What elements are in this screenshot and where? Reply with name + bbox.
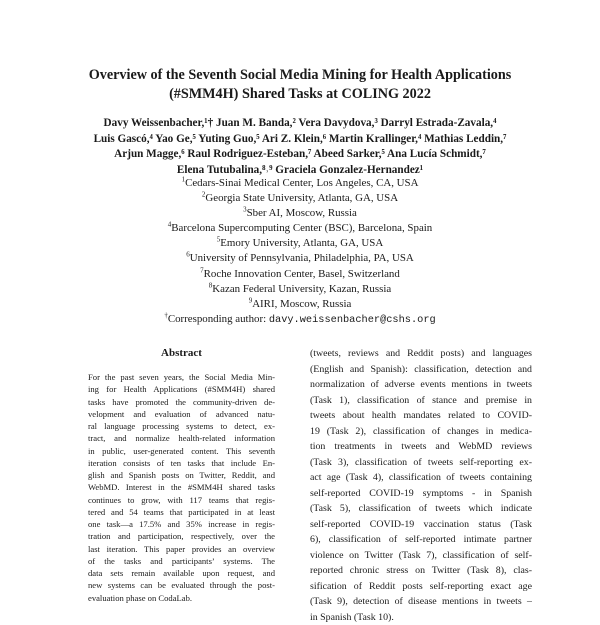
- abstract-line: tration and participation, respectively, over the: [88, 530, 275, 542]
- body-line: normalization of adverse events mentions in tweets: [310, 377, 532, 393]
- body-line: sification of Reddit posts self-reporting exact age: [310, 579, 532, 595]
- abstract-line: continues to grow, with 117 teams that regis-: [88, 494, 275, 506]
- body-line: tion treatments in tweets and WebMD reviews: [310, 439, 532, 455]
- affiliation: $^2$Georgia State University, Atlanta, GA, USA: [40, 191, 560, 206]
- abstract-line: data sets remain available upon request, and: [88, 567, 275, 579]
- abstract-line: velopment and evaluation of advanced natu-: [88, 408, 275, 420]
- body-line: (Task 5), classification of tweets which indicate: [310, 501, 532, 517]
- affiliation: $^4$Barcelona Supercomputing Center (BSC), Barcelona, Spain: [40, 221, 560, 236]
- affiliation: $^7$Roche Innovation Center, Basel, Switzerland: [40, 267, 560, 282]
- body-line: reported chronic stress on Twitter (Task 8), clas-: [310, 563, 532, 579]
- title-line: Overview of the Seventh Social Media Mining for Health Applications: [40, 66, 560, 85]
- abstract-line: tract, and normalize health-related information: [88, 432, 275, 444]
- abstract-line: in public, user-generated content. This seventh: [88, 445, 275, 457]
- author-line: Elena Tutubalina,⁸˒⁹ Graciela Gonzalez-Hernandez¹: [40, 163, 560, 179]
- affiliation: $^9$AIRI, Moscow, Russia: [40, 297, 560, 312]
- body-text-right-column: [310, 346, 532, 625]
- abstract-line: tered and 54 teams that participated in at least: [88, 506, 275, 518]
- body-line: 19 (Task 2), classification of changes in medica-: [310, 424, 532, 440]
- affiliation: $^5$Emory University, Atlanta, GA, USA: [40, 236, 560, 251]
- affiliation: $^1$Cedars-Sinai Medical Center, Los Angeles, CA, USA: [40, 176, 560, 191]
- abstract-line: ral language processing systems to detect, ex-: [88, 420, 275, 432]
- abstract-line: last iteration. This paper provides an overview: [88, 543, 275, 555]
- abstract-line: evaluation phase on CodaLab.: [88, 592, 275, 604]
- abstract-line: WebMD. Interest in the #SMM4H shared tasks: [88, 481, 275, 493]
- title-line: (#SMM4H) Shared Tasks at COLING 2022: [40, 85, 560, 104]
- body-line: 6), classification of self-reported intimate partner: [310, 532, 532, 548]
- body-line: (Task 1), classification of stance and premise in: [310, 393, 532, 409]
- body-line: violence on Twitter (Task 7), classification of self-: [310, 548, 532, 564]
- corresponding-author: †Corresponding author: davy.weissenbacher@cshs.org: [40, 312, 560, 328]
- abstract-line: iteration consists of ten tasks that include En-: [88, 457, 275, 469]
- body-line: (tweets, reviews and Reddit posts) and languages: [310, 346, 532, 362]
- body-line: self-reported COVID-19 vaccination status (Task: [310, 517, 532, 533]
- body-line: (Task 3), classification of tweets self-reporting ex-: [310, 455, 532, 471]
- body-line: (Task 9), detection of disease mentions in tweets –: [310, 594, 532, 610]
- abstract-line: one task—a 17.5% and 35% increase in regis-: [88, 518, 275, 530]
- abstract-line: of the tasks and participants’ systems. The: [88, 555, 275, 567]
- abstract-line: glish and Spanish posts on Twitter, Reddit, and: [88, 469, 275, 481]
- author-email-link[interactable]: davy.weissenbacher@cshs.org: [269, 314, 436, 326]
- body-line: tweets about health mandates related to COVID-: [310, 408, 532, 424]
- abstract-text: [88, 371, 275, 604]
- body-line: in Spanish (Task 10).: [310, 610, 532, 625]
- affiliation-list: [40, 176, 560, 328]
- abstract-line: new systems can be evaluated through the post-: [88, 579, 275, 591]
- abstract-line: For the past seven years, the Social Media Min-: [88, 371, 275, 383]
- body-line: (English and Spanish): classification, detection and: [310, 362, 532, 378]
- body-line: self-reported COVID-19 symptoms - in Spanish: [310, 486, 532, 502]
- affiliation: $^6$University of Pennsylvania, Philadelphia, PA, USA: [40, 251, 560, 266]
- abstract-line: ing for Health Applications (#SMM4H) shared: [88, 383, 275, 395]
- abstract-line: tasks have promoted the community-driven de-: [88, 396, 275, 408]
- body-line: act age (Task 4), classification of tweets containing: [310, 470, 532, 486]
- affiliation: $^8$Kazan Federal University, Kazan, Russia: [40, 282, 560, 297]
- author-line: Arjun Magge,⁶ Raul Rodriguez-Esteban,⁷ Abeed Sarker,⁵ Ana Lucía Schmidt,⁷: [40, 147, 560, 163]
- author-list: [40, 116, 560, 178]
- affiliation: $^3$Sber AI, Moscow, Russia: [40, 206, 560, 221]
- paper-title: [40, 66, 560, 104]
- abstract-heading: Abstract: [88, 347, 275, 359]
- author-line: Davy Weissenbacher,¹† Juan M. Banda,² Vera Davydova,³ Darryl Estrada-Zavala,⁴: [40, 116, 560, 132]
- author-line: Luis Gascó,⁴ Yao Ge,⁵ Yuting Guo,⁵ Ari Z. Klein,⁶ Martin Krallinger,⁴ Mathias Leddin,⁷: [40, 132, 560, 148]
